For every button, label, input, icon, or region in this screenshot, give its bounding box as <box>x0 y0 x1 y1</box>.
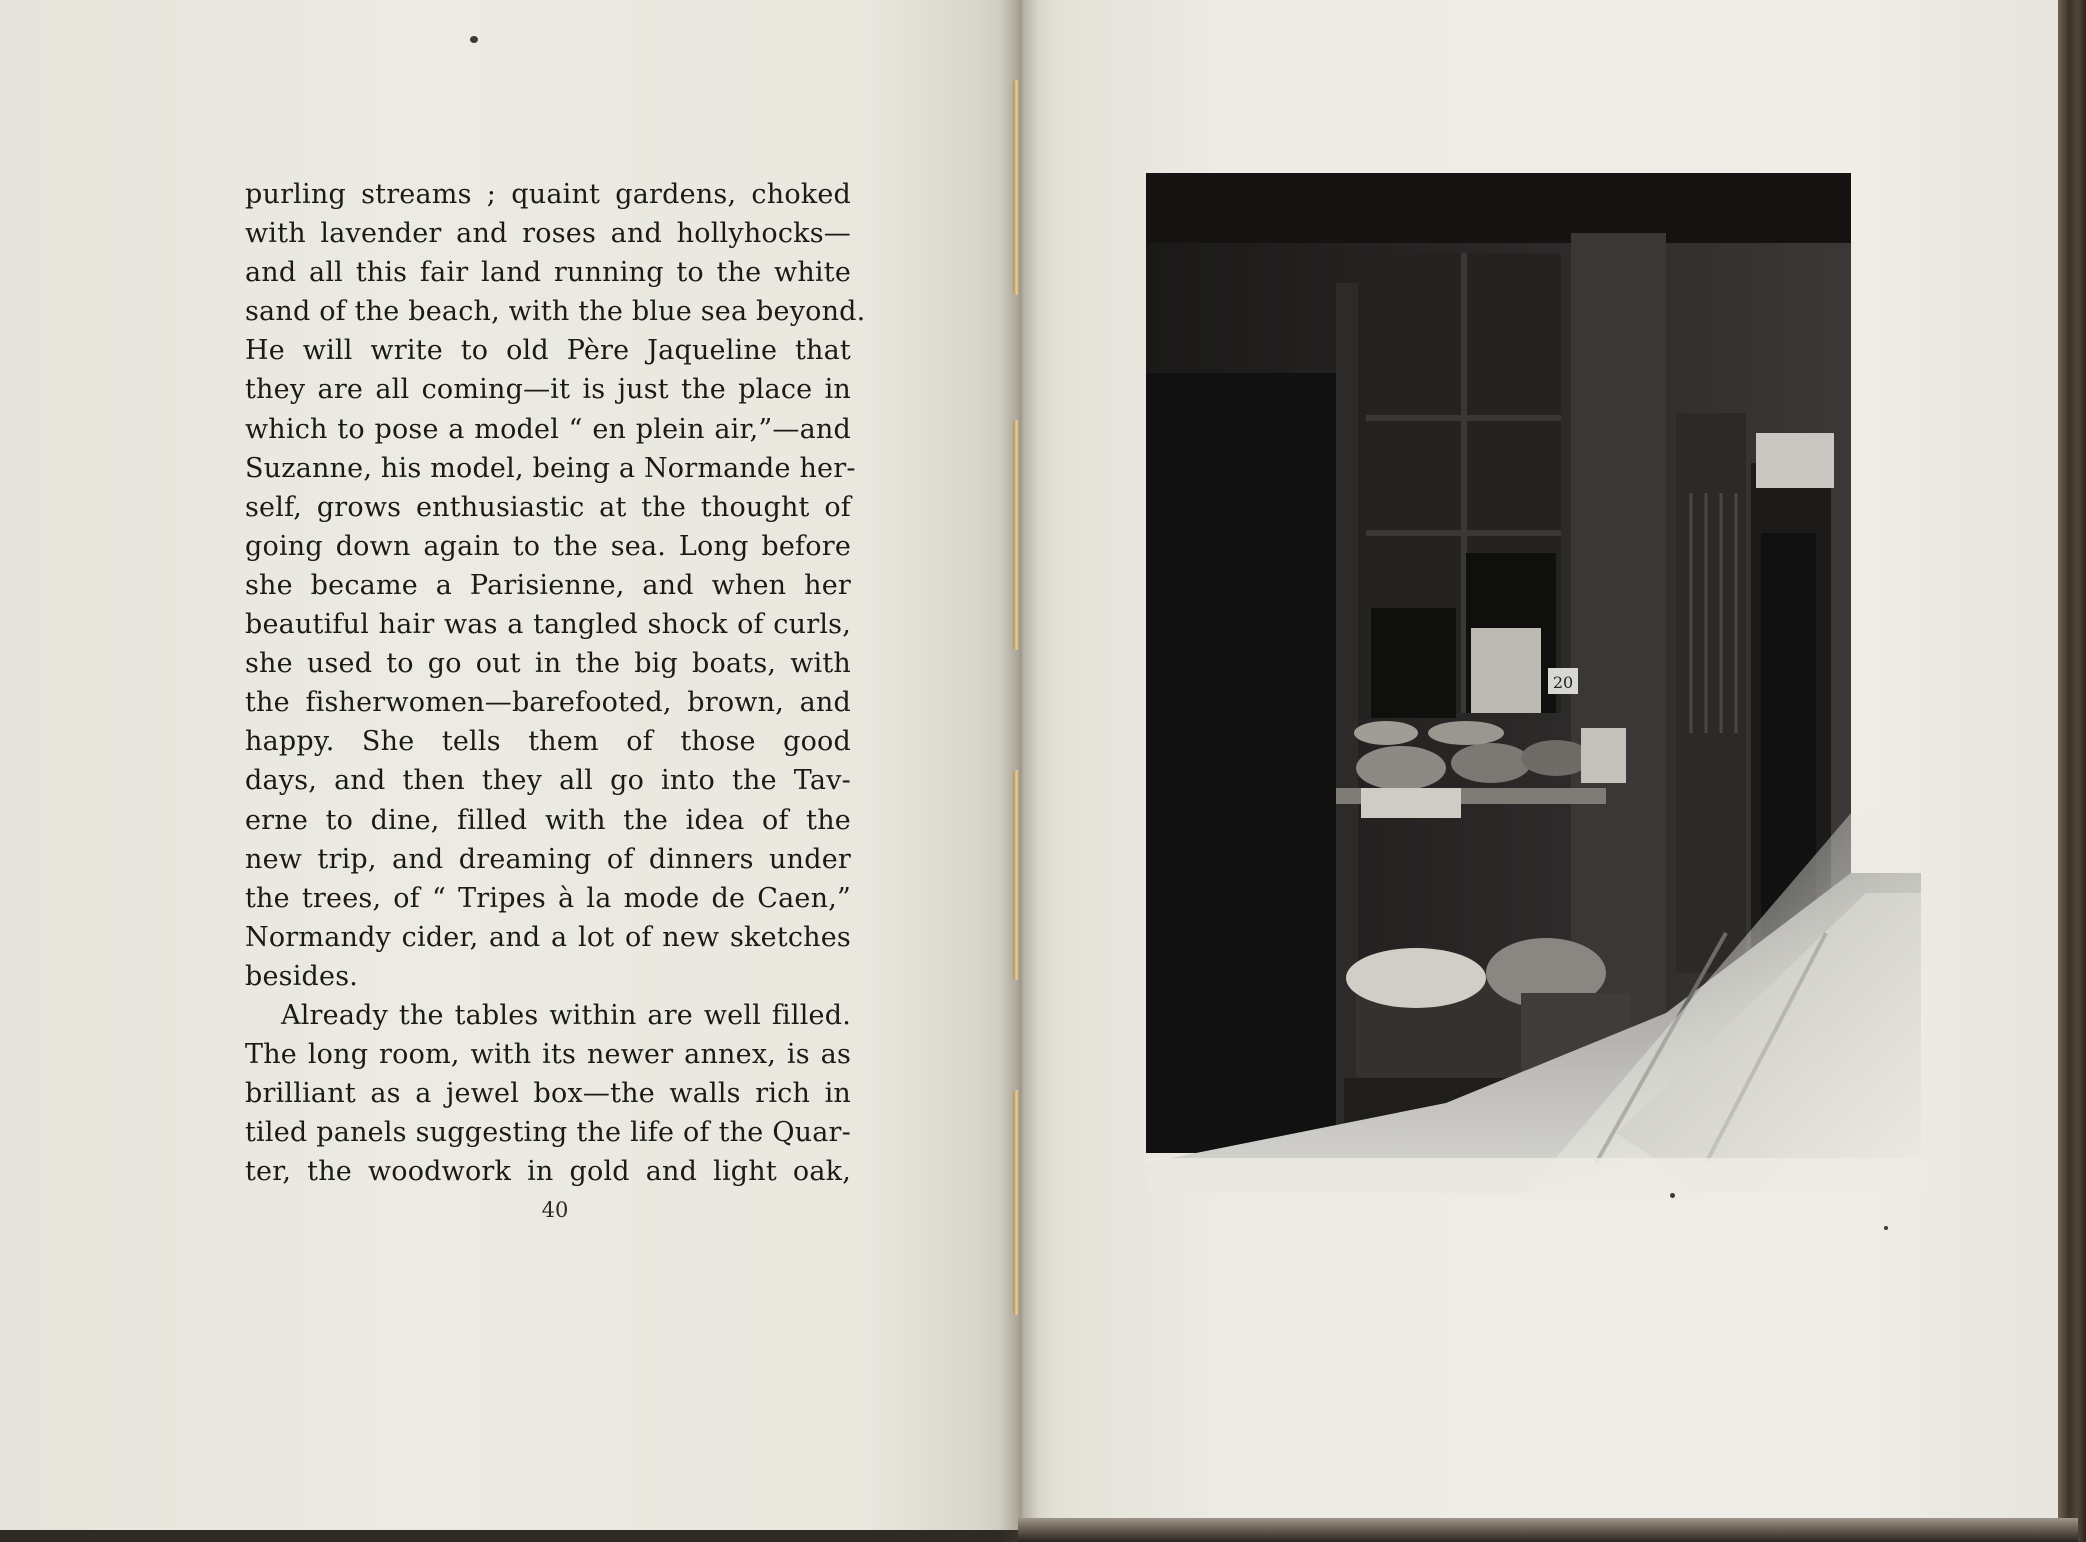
ink-speck <box>1884 1226 1888 1230</box>
text-line: Suzanne, his model, being a Normande her- <box>245 452 856 484</box>
ink-speck <box>1670 1193 1675 1198</box>
photo-plate <box>1146 173 1921 1193</box>
text-line: brilliant as a jewel box—the walls rich in <box>245 1078 851 1110</box>
text-line: Normandy cider, and a lot of new sketches <box>245 921 851 953</box>
text-line: self, grows enthusiastic at the thought of <box>245 491 851 523</box>
book-gutter <box>1000 0 1040 1542</box>
upper-overhang <box>1146 173 1851 243</box>
text-line: tiled panels suggesting the life of the Quar- <box>245 1117 851 1149</box>
left-page <box>0 0 1018 1530</box>
text-line: days, and then they all go into the Tav- <box>245 765 851 797</box>
text-line: sand of the beach, with the blue sea beyond. <box>245 296 866 328</box>
left-doorway <box>1146 373 1336 1153</box>
text-line: He will write to old Père Jaqueline that <box>245 335 851 367</box>
text-line: she became a Parisienne, and when her <box>245 569 851 601</box>
text-line: purling streams ; quaint gardens, choked <box>245 179 851 210</box>
text-line: she used to go out in the big boats, with <box>245 648 851 680</box>
ink-speck <box>470 36 478 43</box>
number-plate-label: 20 <box>1552 673 1574 692</box>
text-line: erne to dine, filled with the idea of the <box>245 804 851 836</box>
text-line: happy. She tells them of those good <box>245 726 851 758</box>
text-line: new trip, and dreaming of dinners under <box>245 843 851 875</box>
binding-stitch <box>1013 80 1020 295</box>
text-line: The long room, with its newer annex, is as <box>245 1039 851 1071</box>
page-number: 40 <box>541 1198 569 1222</box>
text-line: the fisherwomen—barefooted, brown, and <box>245 687 851 719</box>
text-line: going down again to the sea. Long before <box>245 530 851 562</box>
binding-stitch <box>1013 1090 1020 1315</box>
bottom-page-edge <box>1018 1518 2078 1542</box>
hanging-sign <box>1756 433 1834 488</box>
text-line: which to pose a model “ en plein air,”—and <box>245 413 851 445</box>
text-line: they are all coming—it is just the place in <box>245 374 851 406</box>
text-line: besides. <box>245 960 359 992</box>
text-line: ter, the woodwork in gold and light oak, <box>245 1156 851 1188</box>
binding-stitch <box>1013 420 1020 650</box>
binding-stitch <box>1013 770 1020 980</box>
page-edge <box>2058 0 2086 1542</box>
text-line: beautiful hair was a tangled shock of curls, <box>245 609 851 641</box>
doorway-frame <box>1336 283 1358 1153</box>
text-line: with lavender and roses and hollyhocks— <box>245 218 851 250</box>
text-line: the trees, of “ Tripes à la mode de Caen,” <box>245 882 851 914</box>
text-line: Already the tables within are well filled. <box>281 999 851 1031</box>
body-text <box>245 175 866 1191</box>
text-line: and all this fair land running to the white <box>245 257 851 289</box>
